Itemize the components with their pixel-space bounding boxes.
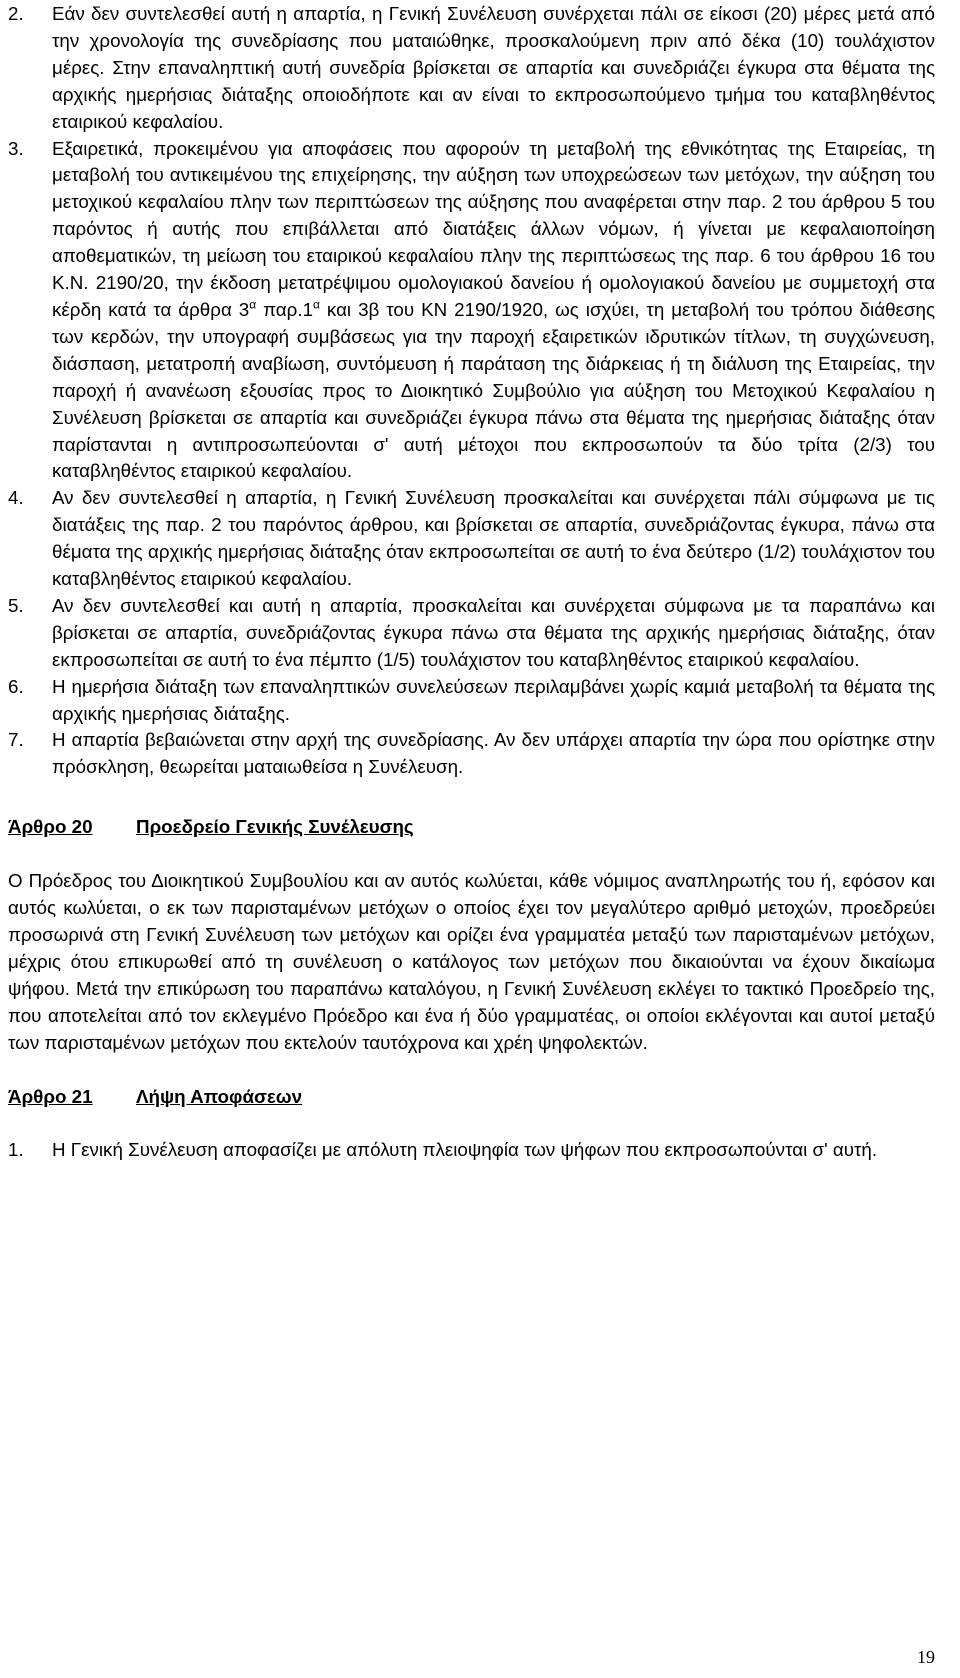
article-number: Άρθρο 21: [8, 1085, 93, 1107]
list-item-number: 5.: [8, 594, 24, 616]
text-segment: Εξαιρετικά, προκειμένου για αποφάσεις που αφορούν τη μεταβολή της εθνικότητας της Εταιρείας, τη μεταβολή του αντικειμένου της επιχείρησης, την αύξηση των υποχρεώσεων των μετόχων, την αύξηση του μετοχικού κεφαλαίου πλην των περιπτώσεων της αύξησης που αναφέρεται στην παρ. 2 του άρθρου 5 του παρόντος ή αυτής που επιβάλλεται από διατάξεις άλλων νόμων, ή γίνεται με κεφαλαιοποίηση αποθεματικών, τη μείωση του εταιρικού κεφαλαίου πλην της περιπτώσεως της παρ. 6 του άρθρου 16 του Κ.Ν. 2190/20, την έκδοση μετατρέψιμου ομολογιακού δανείου ή ομολογιακού δανείου με συμμετοχή στα κέρδη κατά τα άρθρα 3: [52, 137, 935, 320]
article-heading: [8, 1084, 935, 1111]
article-title: Λήψη Αποφάσεων: [136, 1085, 303, 1107]
article-title: Προεδρείο Γενικής Συνέλευσης: [136, 816, 414, 838]
list-item-text: Η απαρτία βεβαιώνεται στην αρχή της συνεδρίασης. Αν δεν υπάρχει απαρτία την ώρα που ορίστηκε στην πρόσκληση, θεωρείται ματαιωθείσα η Συνέλευση.: [52, 729, 935, 778]
list-item: [8, 136, 935, 486]
list-item-number: 4.: [8, 487, 24, 509]
list-item-number: 1.: [8, 1139, 24, 1161]
article-number: Άρθρο 20: [8, 816, 93, 838]
page-number: 19: [917, 1647, 935, 1667]
list-item-text: Η Γενική Συνέλευση αποφασίζει με απόλυτη πλειοψηφία των ψήφων που εκπροσωπούνται σ' αυτή.: [52, 1139, 878, 1161]
list-item-text: Η ημερήσια διάταξη των επαναληπτικών συνελεύσεων περιλαμβάνει χωρίς καμιά μεταβολή τα θέματα της αρχικής ημερήσιας διάταξης.: [52, 675, 935, 724]
list-item: [8, 1137, 935, 1164]
list-item-number: 3.: [8, 137, 24, 159]
text-segment: και 3β του ΚΝ 2190/1920, ως ισχύει, τη μεταβολή του τρόπου διάθεσης των κερδών, την υπογραφή συμβάσεως για την παροχή εξαιρετικών ιδρυτικών τίτλων, τη συγχώνευση, διάσπαση, μετατροπή αναβίωση, συντόμευση ή παράταση της διάρκειας ή τη διάλυση της Εταιρείας, την παροχή ή ανανέωση εξουσίας προς το Διοικητικό Συμβούλιο για αύξηση του Μετοχικού Κεφαλαίου η Συνέλευση βρίσκεται σε απαρτία και συνεδριάζει έγκυρα πάνω στα θέματα της ημερήσιας διάταξης όταν παρίστανται η αντιπροσωπεύονται σ' αυτή μέτοχοι που εκπροσωπούν τα δύο τρίτα (2/3) του καταβληθέντος εταιρικού κεφαλαίου.: [52, 298, 935, 482]
document-page: [8, 0, 935, 1164]
list-item-number: 7.: [8, 729, 24, 751]
list-item: [8, 593, 935, 674]
superscript: α: [249, 297, 257, 312]
list-item-text: Εάν δεν συντελεσθεί αυτή η απαρτία, η Γενική Συνέλευση συνέρχεται πάλι σε είκοσι (20) μέρες μετά από την χρονολογία της συνεδρίασης που ματαιώθηκε, προσκαλούμενη πριν από δέκα (10) τουλάχιστον μέρες. Στην επαναληπτική αυτή συνεδρία βρίσκεται σε απαρτία και συνεδριάζει έγκυρα στα θέματα της αρχικής ημερήσιας διάταξης οποιοδήποτε και αν είναι το εκπροσωπούμενο τμήμα του καταβληθέντος εταιρικού κεφαλαίου.: [52, 3, 935, 132]
list-item-text: Αν δεν συντελεσθεί η απαρτία, η Γενική Συνέλευση προσκαλείται και συνέρχεται πάλι σύμφωνα με τις διατάξεις της παρ. 2 του παρόντος άρθρου, και βρίσκεται σε απαρτία, συνεδριάζοντας έγκυρα, πάνω στα θέματα της αρχικής ημερήσιας διάταξης όταν εκπροσωπείται σε αυτή το ένα δεύτερο (1/2) τουλάχιστον του καταβληθέντος εταιρικού κεφαλαίου.: [52, 487, 935, 590]
list-item-number: 6.: [8, 675, 24, 697]
article-body: Ο Πρόεδρος του Διοικητικού Συμβουλίου και αν αυτός κωλύεται, κάθε νόμιμος αναπληρωτής του ή, εφόσον και αυτός κωλύεται, ο εκ των παρισταμένων μετόχων ο οποίος έχει τον μεγαλύτερο αριθμό μετοχών, προεδρεύει προσωρινά στη Γενική Συνέλευση των μετόχων και ορίζει ένα γραμματέα μεταξύ των παρισταμένων μετόχων, μέχρις ότου επικυρωθεί από τη συνέλευση ο κατάλογος των μετόχων που δικαιούνται να έχουν δικαίωμα ψήφου. Μετά την επικύρωση του παραπάνω καταλόγου, η Γενική Συνέλευση εκλέγει το τακτικό Προεδρείο της, που αποτελείται από τον εκλεγμένο Πρόεδρο και ένα ή δύο γραμματέας, οι οποίοι εκλέγονται και αυτοί μεταξύ των παρισταμένων μετόχων που εκτελούν ταυτόχρονα και χρέη ψηφολεκτών.: [8, 870, 935, 1053]
list-item: [8, 1, 935, 136]
list-item-text: [52, 136, 935, 486]
superscript: α: [313, 297, 320, 312]
list-item: [8, 727, 935, 781]
list-item: [8, 674, 935, 728]
list-item-text: Αν δεν συντελεσθεί και αυτή η απαρτία, προσκαλείται και συνέρχεται σύμφωνα με τα παραπάνω και βρίσκεται σε απαρτία, συνεδριάζοντας έγκυρα πάνω στα θέματα της αρχικής ημερήσιας διάταξης, όταν εκπροσωπείται σε αυτή το ένα πέμπτο (1/5) τουλάχιστον του καταβληθέντος εταιρικού κεφαλαίου.: [52, 594, 935, 670]
list-item-number: 2.: [8, 3, 24, 24]
text-segment: παρ.1: [256, 298, 314, 320]
list-item: [8, 485, 935, 593]
article-heading: [8, 814, 935, 841]
